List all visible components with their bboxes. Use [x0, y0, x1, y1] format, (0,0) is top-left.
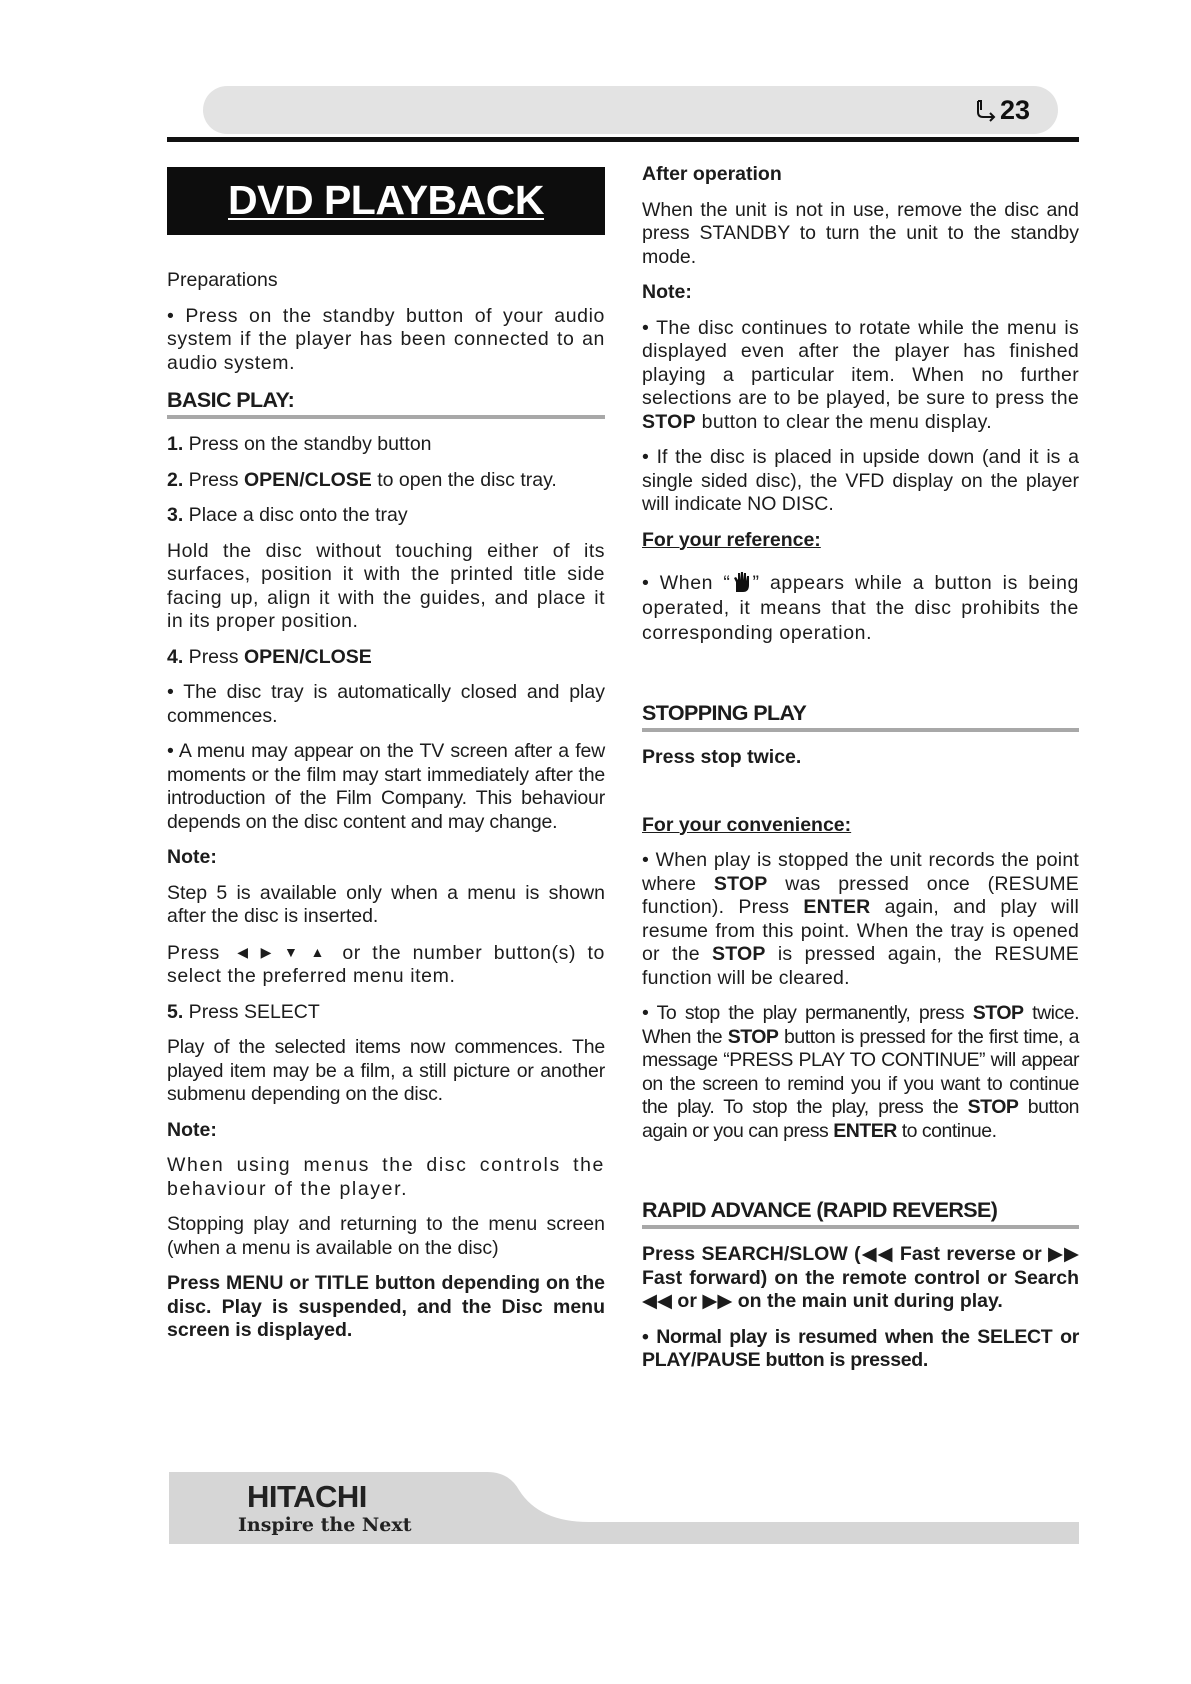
- right-column: [642, 163, 1079, 1385]
- note-label: Note:: [642, 281, 692, 303]
- convenience-paragraph-2: • To stop the play permanently, press STOP twice. When the STOP button is pressed for the first time, a message “PRESS PLAY TO CONTINUE” will appear on the screen to remind you if you want to continue the play. To stop the play, press the STOP button again or you can press ENTER to continue.: [642, 1002, 1080, 1142]
- hand-pointer-icon: [975, 98, 997, 122]
- header-rule: [167, 137, 1079, 142]
- resume-play-text: • Normal play is resumed when the SELECT or PLAY/PAUSE button is pressed.: [642, 1325, 1079, 1371]
- arrow-down-icon: ▼: [284, 943, 299, 960]
- reference-text: • When “ ” appears while a button is being operated, it means that the disc prohibits the corresponding operation.: [642, 572, 1079, 644]
- stopping-return-text: Stopping play and returning to the menu screen (when a menu is available on the disc): [167, 1213, 605, 1259]
- note-1-text: Step 5 is available only when a menu is shown after the disc is inserted.: [167, 881, 605, 927]
- tray-closed-text: • The disc tray is automatically closed and play commences.: [167, 681, 605, 727]
- convenience-heading: For your convenience:: [642, 813, 852, 836]
- note-2-text: When using menus the disc controls the behaviour of the player.: [167, 1154, 605, 1200]
- prohibited-hand-icon: [731, 570, 753, 594]
- step-2: 2. Press OPEN/CLOSE to open the disc tray.: [167, 468, 557, 491]
- arrow-up-icon: ▲: [310, 943, 325, 960]
- step-5: 5. Press SELECT: [167, 1000, 320, 1023]
- brand-tagline: Inspire the Next: [238, 1514, 412, 1536]
- play-selected-text: Play of the selected items now commences. The played item may be a film, a still picture or another submenu depending on the disc.: [167, 1036, 605, 1105]
- preparations-label: Preparations: [167, 269, 278, 291]
- step-1: 1. Press on the standby button: [167, 433, 432, 455]
- press-menu-text: Press MENU or TITLE button depending on the disc. Play is suspended, and the Disc menu screen is displayed.: [167, 1272, 605, 1341]
- hold-disc-text: Hold the disc without touching either of its surfaces, position it with the printed title side facing up, align it with the guides, and place it in its proper position.: [167, 539, 605, 632]
- press-arrows-text: Press ◀ ▶ ▼ ▲ or the number button(s) to select the preferred menu item.: [167, 941, 605, 987]
- note-paragraph-1: • The disc continues to rotate while the menu is displayed even after the player has finished playing a particular item. When no further selections are to be played, be sure to press the STOP button to clear the menu display.: [642, 316, 1079, 433]
- header-bar: [203, 86, 1058, 134]
- fast-forward-icon: ▶▶: [702, 1290, 733, 1312]
- page-number: 23: [938, 86, 1058, 134]
- after-operation-heading: After operation: [642, 163, 782, 185]
- note-1-label: Note:: [167, 846, 217, 868]
- rapid-advance-heading: RAPID ADVANCE (RAPID REVERSE): [642, 1197, 1079, 1229]
- preparations-text: • Press on the standby button of your audio system if the player has been connected to an audio system.: [167, 304, 605, 374]
- step-3: 3. Place a disc onto the tray: [167, 504, 408, 526]
- stop-twice-text: Press stop twice.: [642, 746, 802, 768]
- fast-reverse-icon: ◀◀: [642, 1290, 672, 1312]
- menu-appear-text: • A menu may appear on the TV screen after a few moments or the film may start immediately after the introduction of the Film Company. This behaviour depends on the disc content and may change.: [167, 740, 605, 833]
- fast-forward-icon: ▶▶: [1048, 1243, 1080, 1265]
- convenience-paragraph-1: • When play is stopped the unit records the point where STOP was pressed once (RESUME function). Press ENTER again, and play will resume from this point. When the tray is opened or the STOP is pressed again, the RESUME function will be cleared.: [642, 849, 1080, 989]
- basic-play-heading: BASIC PLAY:: [167, 387, 605, 419]
- step-4: 4. Press OPEN/CLOSE: [167, 645, 372, 668]
- fast-reverse-icon: ◀◀: [860, 1243, 894, 1265]
- rapid-instructions: Press SEARCH/SLOW (◀◀ Fast reverse or ▶▶ Fast forward) on the remote control or Search ◀◀ or ▶▶ on the main unit during play.: [642, 1243, 1080, 1312]
- page-title-box: [167, 167, 605, 235]
- left-column: [167, 163, 605, 1355]
- note-2-label: Note:: [167, 1118, 217, 1141]
- after-operation-text: When the unit is not in use, remove the disc and press STANDBY to turn the unit to the standby mode.: [642, 198, 1079, 268]
- note-paragraph-2: • If the disc is placed in upside down (and it is a single sided disc), the VFD display on the player will indicate NO DISC.: [642, 446, 1079, 515]
- brand-logo: HITACHI: [247, 1479, 367, 1514]
- arrow-right-icon: ▶: [260, 943, 273, 960]
- stopping-play-heading: STOPPING PLAY: [642, 700, 1079, 732]
- reference-heading: For your reference:: [642, 528, 821, 551]
- page-title: DVD PLAYBACK: [228, 177, 544, 224]
- arrow-left-icon: ◀: [237, 943, 249, 960]
